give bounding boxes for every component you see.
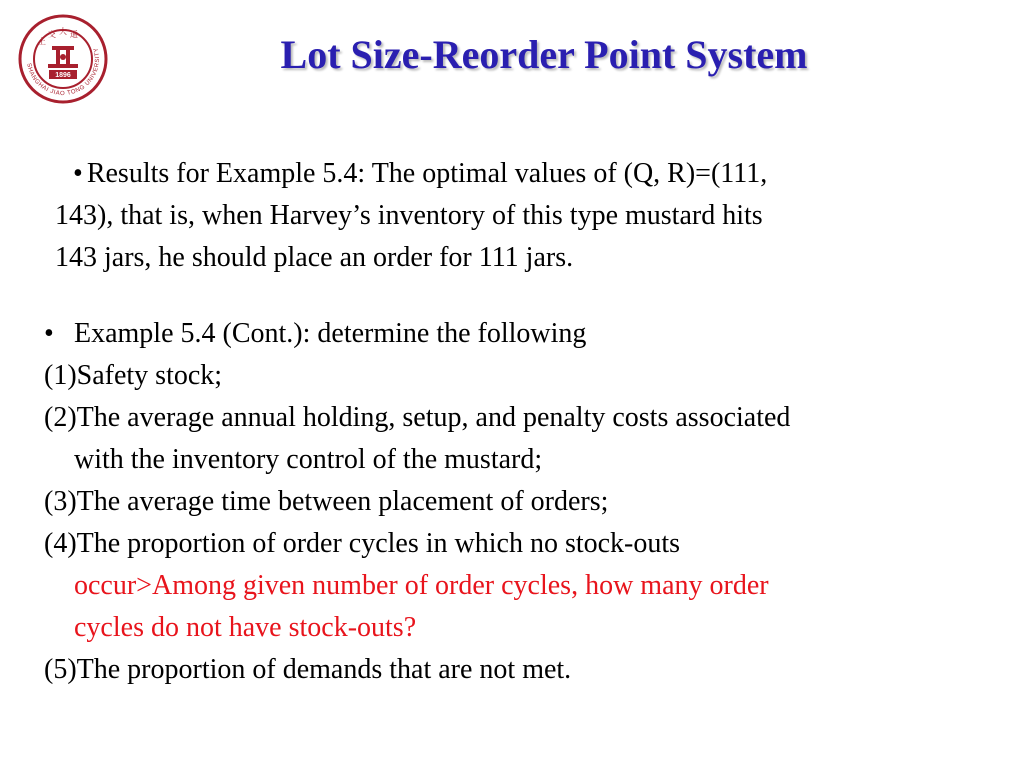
logo-year-text: 1896 xyxy=(55,72,71,79)
list-item-4-highlight: occur>Among given number of order cycles, how many order xyxy=(74,570,769,601)
list-item-1: (1)Safety stock; xyxy=(44,360,223,391)
list-item-3: (3)The average time between placement of orders; xyxy=(44,486,609,517)
results-line-3: 143 jars, he should place an order for 111 jars. xyxy=(55,242,574,273)
results-text-1: Results for Example 5.4: The optimal values of (Q, R)=(111, xyxy=(86,158,768,189)
example-list xyxy=(44,313,974,691)
logo-char-1: 交 xyxy=(48,30,56,39)
example-heading-text: Example 5.4 (Cont.): determine the following xyxy=(74,318,587,349)
bullet-icon: • xyxy=(44,318,54,349)
list-item-2: (2)The average annual holding, setup, and penalty costs associated xyxy=(44,402,791,433)
results-paragraph xyxy=(55,153,955,279)
bullet-icon: • xyxy=(73,158,83,189)
logo-char-3: 通 xyxy=(70,30,78,39)
logo-ring-text: SHANGHAI JIAO TONG UNIVERSITY xyxy=(25,46,102,98)
slide-title: Lot Size-Reorder Point System xyxy=(280,32,808,77)
logo-char-2: 大 xyxy=(59,27,67,36)
example-heading xyxy=(44,313,974,355)
results-line-1 xyxy=(55,153,955,195)
logo-char-4: 上 xyxy=(38,37,46,46)
list-item-2-cont: with the inventory control of the mustard; xyxy=(74,444,543,475)
results-line-2: 143), that is, when Harvey’s inventory of this type mustard hits xyxy=(55,200,763,231)
list-item-4-highlight-cont: cycles do not have stock-outs? xyxy=(74,612,417,643)
list-item-4: (4)The proportion of order cycles in which no stock-outs xyxy=(44,528,681,559)
list-item-5: (5)The proportion of demands that are not met. xyxy=(44,654,572,685)
